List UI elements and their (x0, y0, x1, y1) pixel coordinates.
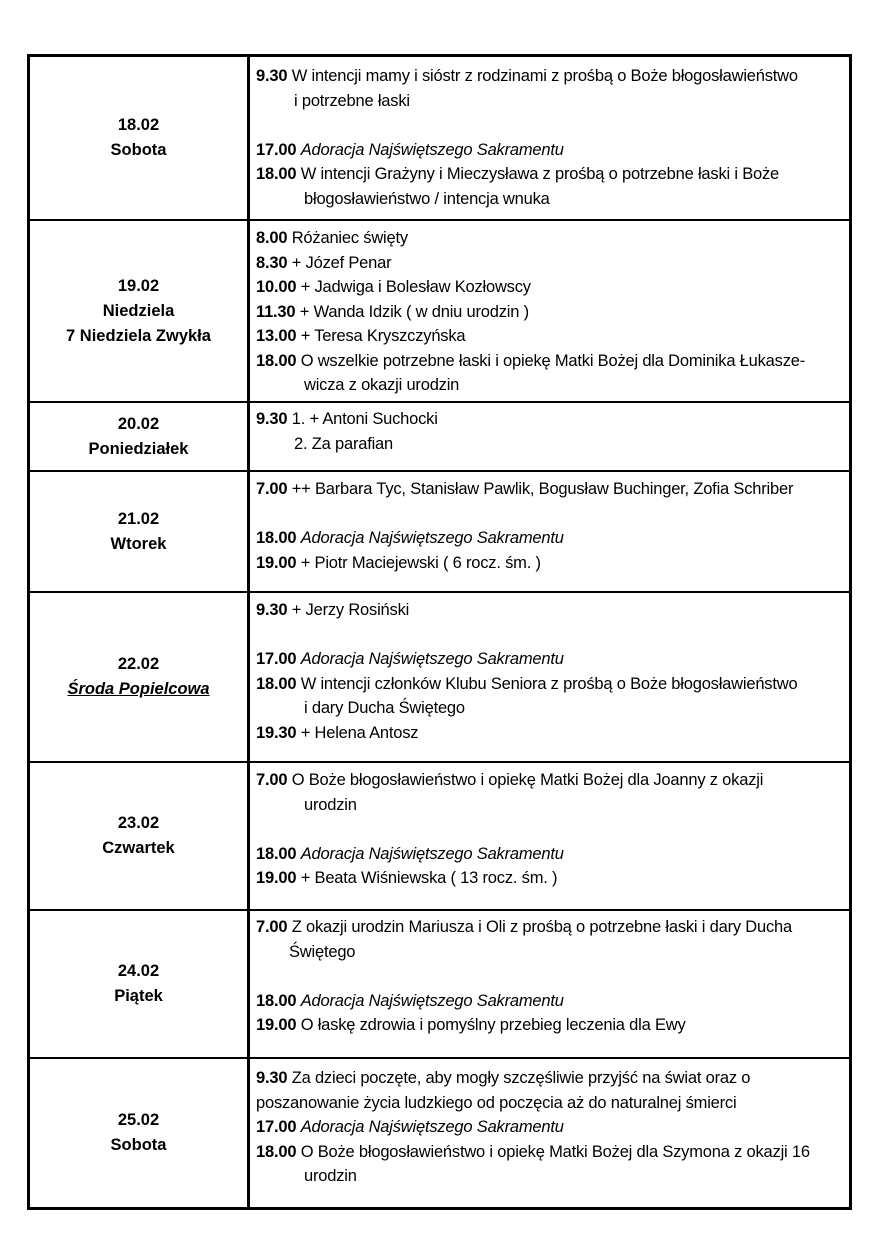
mass-entry (256, 768, 845, 793)
events-cell (250, 763, 849, 909)
day-name: Sobota (110, 1136, 167, 1154)
mass-entry (256, 672, 845, 697)
day-name: Piątek (114, 987, 163, 1005)
day-row (30, 761, 849, 909)
mass-time: 9.30 (256, 410, 288, 428)
mass-intention: + Teresa Kryszczyńska (300, 327, 466, 345)
day-name: Czwartek (102, 839, 175, 857)
mass-intention-continuation: i potrzebne łaski (294, 91, 410, 110)
mass-intention: O Boże błogosławieństwo i opiekę Matki Bożej dla Szymona z okazji 16 (300, 1142, 810, 1161)
mass-intention: + Jadwiga i Bolesław Kozłowscy (300, 278, 531, 296)
mass-intention: O Boże błogosławieństwo i opiekę Matki Bożej dla Joanny z okazji (291, 771, 764, 789)
day-cell (30, 57, 250, 219)
mass-intention: + Beata Wiśniewska ( 13 rocz. śm. ) (300, 869, 558, 887)
mass-intention: Za dzieci poczęte, aby mogły szczęśliwie przyjść na świat oraz o (291, 1069, 751, 1087)
mass-time: 13.00 (256, 327, 297, 345)
spacer (256, 964, 845, 989)
mass-entry (256, 1066, 845, 1091)
mass-intention: + Helena Antosz (300, 723, 419, 742)
mass-time: 18.00 (256, 1142, 297, 1161)
day-row (30, 401, 849, 470)
mass-intention: W intencji członków Klubu Seniora z prośbą o Boże błogosławieństwo (300, 674, 798, 693)
mass-intention-continuation: błogosławieństwo / intencja wnuka (304, 189, 550, 208)
mass-time: 18.00 (256, 844, 297, 863)
mass-entry (256, 598, 845, 623)
mass-entry (256, 251, 845, 276)
day-name: Niedziela (102, 301, 175, 320)
mass-intention: W intencji Grażyny i Mieczysława z prośbą o potrzebne łaski i Boże (300, 165, 780, 183)
mass-entry (256, 349, 845, 374)
adoration-text: Adoracja Najświętszego Sakramentu (300, 1118, 564, 1136)
mass-time: 8.00 (256, 229, 288, 247)
spacer (256, 623, 845, 648)
mass-intention: W intencji mamy i sióstr z rodzinami z prośbą o Boże błogosławieństwo (291, 67, 798, 85)
mass-intention: O wszelkie potrzebne łaski i opiekę Matki Bożej dla Dominika Łukasze- (300, 351, 806, 370)
mass-intention: + Józef Penar (291, 253, 392, 272)
mass-time: 17.00 (256, 1118, 297, 1136)
mass-entry (256, 842, 845, 867)
mass-entry (256, 226, 845, 251)
day-date: 23.02 (117, 814, 160, 832)
events-cell (250, 911, 849, 1057)
day-row (30, 470, 849, 591)
day-cell (30, 911, 250, 1057)
day-row (30, 1057, 849, 1207)
day-cell (30, 221, 250, 401)
day-date: 24.02 (117, 962, 160, 980)
day-date: 22.02 (117, 655, 160, 673)
mass-time: 8.30 (256, 253, 288, 272)
mass-entry (256, 324, 845, 349)
adoration-text: Adoracja Najświętszego Sakramentu (300, 844, 564, 863)
mass-entry (256, 138, 845, 163)
mass-entry (256, 526, 845, 551)
mass-intention: Z okazji urodzin Mariusza i Oli z prośbą o potrzebne łaski i dary Ducha (291, 918, 792, 936)
mass-intention: + Wanda Idzik ( w dniu urodzin ) (299, 302, 529, 321)
mass-intention-continuation: 2. Za parafian (294, 434, 394, 453)
mass-entry (256, 64, 845, 89)
events-cell (250, 221, 849, 401)
mass-intention: Różaniec święty (291, 229, 408, 247)
mass-intention-continuation: i dary Ducha Świętego (304, 699, 465, 717)
mass-entry (256, 551, 845, 576)
events-cell (250, 57, 849, 219)
day-name: Poniedziałek (88, 439, 189, 458)
day-cell (30, 1059, 250, 1207)
mass-entry (256, 1115, 845, 1140)
day-date: 19.02 (117, 276, 160, 295)
day-row (30, 219, 849, 401)
day-name: Sobota (110, 141, 167, 159)
mass-time: 19.00 (256, 1016, 297, 1034)
day-date: 20.02 (117, 414, 160, 433)
mass-intention: O łaskę zdrowia i pomyślny przebieg leczenia dla Ewy (300, 1016, 686, 1034)
mass-time: 19.30 (256, 723, 297, 742)
mass-time: 9.30 (256, 1069, 288, 1087)
events-cell (250, 403, 849, 470)
day-row (30, 57, 849, 219)
mass-entry (256, 300, 845, 325)
mass-intention-continuation: wicza z okazji urodzin (304, 376, 460, 394)
day-row (30, 591, 849, 761)
day-name: Wtorek (110, 534, 167, 553)
mass-time: 18.00 (256, 529, 297, 547)
adoration-text: Adoracja Najświętszego Sakramentu (300, 529, 564, 547)
mass-time: 9.30 (256, 67, 288, 85)
mass-time: 11.30 (256, 302, 296, 321)
mass-entry (256, 477, 845, 502)
mass-entry (256, 721, 845, 746)
mass-entry (256, 275, 845, 300)
day-date: 21.02 (117, 509, 160, 528)
day-name: Środa Popielcowa (67, 680, 210, 698)
adoration-text: Adoracja Najświętszego Sakramentu (300, 650, 564, 668)
events-cell (250, 1059, 849, 1207)
mass-entry (256, 866, 845, 891)
mass-entry (256, 162, 845, 187)
day-cell (30, 403, 250, 470)
spacer (256, 502, 845, 527)
mass-time: 7.00 (256, 918, 288, 936)
mass-intention: + Jerzy Rosiński (291, 601, 410, 619)
mass-intention: + Piotr Maciejewski ( 6 rocz. śm. ) (300, 553, 541, 572)
mass-entry (256, 915, 845, 940)
adoration-text: Adoracja Najświętszego Sakramentu (300, 140, 564, 159)
day-cell (30, 763, 250, 909)
mass-time: 18.00 (256, 674, 297, 693)
mass-time: 9.30 (256, 601, 288, 619)
mass-time: 17.00 (256, 650, 297, 668)
mass-time: 17.00 (256, 140, 297, 159)
mass-intention-continuation: urodzin (304, 795, 357, 814)
mass-intention-continuation: poszanowanie życia ludzkiego od poczęcia aż do naturalnej śmierci (256, 1093, 737, 1112)
day-date: 18.02 (117, 116, 160, 134)
mass-entry (256, 989, 845, 1014)
mass-entry (256, 1013, 845, 1038)
mass-intention: ++ Barbara Tyc, Stanisław Pawlik, Bogusław Buchinger, Zofia Schriber (291, 480, 794, 498)
mass-time: 10.00 (256, 278, 297, 296)
mass-intention-continuation: urodzin (304, 1167, 357, 1185)
day-cell (30, 593, 250, 761)
mass-time: 7.00 (256, 480, 288, 498)
mass-intention-continuation: Świętego (289, 942, 356, 961)
events-cell (250, 593, 849, 761)
day-cell (30, 472, 250, 591)
mass-time: 19.00 (256, 869, 297, 887)
events-cell (250, 472, 849, 591)
mass-schedule-table (27, 54, 852, 1210)
mass-time: 18.00 (256, 165, 297, 183)
mass-entry (256, 407, 845, 432)
mass-time: 18.00 (256, 351, 297, 370)
mass-entry (256, 1140, 845, 1165)
spacer (256, 113, 845, 138)
adoration-text: Adoracja Najświętszego Sakramentu (300, 991, 564, 1010)
mass-intention: 1. + Antoni Suchocki (291, 410, 438, 428)
day-liturgical-name: 7 Niedziela Zwykła (66, 326, 211, 345)
mass-time: 18.00 (256, 991, 297, 1010)
spacer (256, 817, 845, 842)
day-row (30, 909, 849, 1057)
mass-time: 7.00 (256, 771, 288, 789)
mass-entry (256, 647, 845, 672)
mass-time: 19.00 (256, 553, 297, 572)
day-date: 25.02 (117, 1111, 160, 1129)
